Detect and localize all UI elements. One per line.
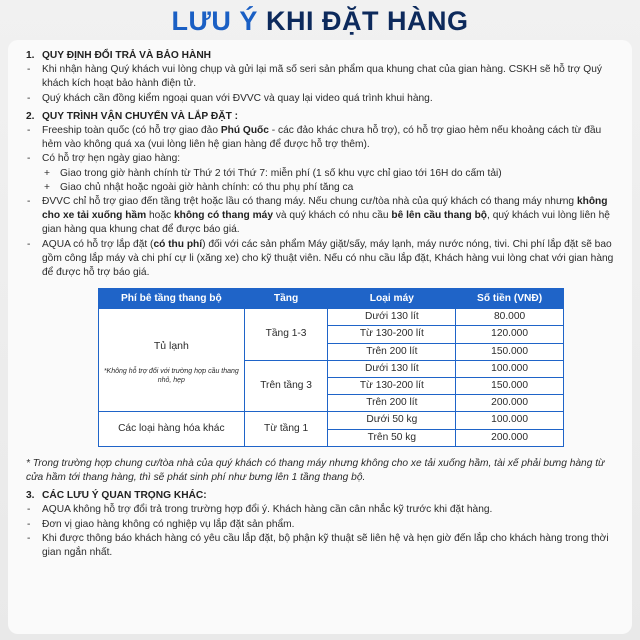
- section-2-bullet-3: [26, 195, 616, 238]
- column-header: Phí bê tầng thang bộ: [99, 289, 245, 309]
- section-1-title: QUY ĐỊNH ĐỔI TRẢ VÀ BẢO HÀNH: [42, 50, 212, 61]
- bold-text: bê lên cầu thang bộ: [391, 210, 488, 222]
- section-2-heading: [26, 110, 616, 124]
- type-cell: Dưới 130 lít: [328, 360, 456, 377]
- stair-fee-table: [98, 288, 564, 447]
- price-cell: 120.000: [456, 326, 564, 343]
- text: - các đảo khác chưa hỗ trợ), có hỗ trợ giao hẻm nếu khoảng cách từ đầu hẻm vào không quá xa (vui lòng liên hệ gian hàng để được hỗ trợ thêm).: [42, 125, 602, 151]
- section-2-sub-bullet-2: + Giao chủ nhật hoặc ngoài giờ hành chính: có thu phụ phí tăng ca: [26, 181, 616, 195]
- bold-text: Phú Quốc: [220, 125, 269, 137]
- type-cell: Từ 130-200 lít: [328, 378, 456, 395]
- floor-cell: Tầng 1-3: [244, 309, 328, 361]
- column-header: Tầng: [244, 289, 328, 309]
- price-cell: 100.000: [456, 360, 564, 377]
- price-cell: 80.000: [456, 309, 564, 326]
- price-cell: 100.000: [456, 412, 564, 429]
- table-header-row: [99, 289, 564, 309]
- bold-text: không cho xe tải xuống hầm: [42, 196, 608, 222]
- section-3-title: CÁC LƯU Ý QUAN TRỌNG KHÁC:: [42, 490, 207, 502]
- type-cell: Trên 200 lít: [328, 395, 456, 412]
- section-2-bullet-2: - Có hỗ trợ hẹn ngày giao hàng:: [26, 152, 616, 166]
- text: Freeship toàn quốc (có hỗ trợ giao đảo: [42, 125, 221, 137]
- title-highlight: LƯU Ý: [171, 6, 258, 36]
- type-cell: Dưới 130 lít: [328, 309, 456, 326]
- section-1-number: 1.: [26, 50, 35, 61]
- category-cell: [99, 309, 245, 412]
- page-title: [0, 6, 640, 37]
- type-cell: Dưới 50 kg: [328, 412, 456, 429]
- text: ĐVVC chỉ hỗ trợ giao đến tầng trệt hoặc lầu có thang máy. Nếu chung cư/tòa nhà của quý khách có thang máy nhưng: [42, 196, 577, 208]
- section-2-bullet-1: [26, 124, 616, 152]
- section-3-heading: [26, 489, 616, 503]
- type-cell: Trên 50 kg: [328, 429, 456, 446]
- column-header: Số tiền (VNĐ): [456, 289, 564, 309]
- section-3-number: 3.: [26, 490, 35, 502]
- category-other: Các loại hàng hóa khác: [99, 412, 245, 446]
- section-2-number: 2.: [26, 110, 35, 122]
- price-cell: 200.000: [456, 395, 564, 412]
- text: ) đối với các sản phẩm Máy giặt/sấy, máy lạnh, máy nước nóng, tivi. Chi phí lắp đặt sẽ bao gồm công lắp máy và chi phí cự li (xăng xe) cho kỹ thuật viên. Nếu có nhu cầu lắp đặt, Khách hàng vui lòng chat với gian hàng để được hỗ trợ báo giá.: [42, 238, 614, 279]
- text: và quý khách có nhu cầu: [273, 210, 392, 222]
- category-note: *Không hỗ trợ đối với trường hợp cầu thang nhỏ, hẹp: [103, 368, 239, 385]
- price-cell: 200.000: [456, 429, 564, 446]
- bold-text: không có thang máy: [173, 210, 273, 222]
- table-row: [99, 412, 564, 429]
- notice-card: [8, 40, 632, 634]
- section-3-bullet-2: - Đơn vị giao hàng không có nghiệp vụ lắp đặt sản phẩm.: [26, 518, 616, 532]
- section-2-sub-bullet-1: + Giao trong giờ hành chính từ Thứ 2 tới Thứ 7: miễn phí (1 số khu vực chỉ giao tới 16H do cấm tải): [26, 167, 616, 181]
- column-header: Loại máy: [328, 289, 456, 309]
- section-1-bullet-1: - Khi nhận hàng Quý khách vui lòng chụp và gửi lại mã số seri sản phẩm qua khung chat của gian hàng. CSKH sẽ hỗ trợ Quý khách kích hoạt bảo hành điện tử.: [26, 63, 616, 91]
- text: hoặc: [146, 210, 174, 222]
- section-3-bullet-1: - AQUA không hỗ trợ đổi trả trong trường hợp đổi ý. Khách hàng cần cân nhắc kỹ trước khi đặt hàng.: [26, 503, 616, 517]
- text: , quý khách vui lòng liên hệ gian hàng qua khung chat để được báo giá.: [42, 210, 610, 236]
- floor-cell: Trên tầng 3: [244, 360, 328, 412]
- section-1-bullet-2: - Quý khách cần đồng kiểm ngoại quan với ĐVVC và quay lại video quá trình khui hàng.: [26, 92, 616, 106]
- section-1-heading: [26, 49, 616, 63]
- type-cell: Từ 130-200 lít: [328, 326, 456, 343]
- section-2-title: QUY TRÌNH VẬN CHUYỂN VÀ LẮP ĐẶT :: [42, 110, 239, 122]
- bold-text: có thu phí: [153, 238, 203, 250]
- category-fridge: Tủ lạnh: [153, 340, 189, 353]
- text: AQUA có hỗ trợ lắp đặt (: [42, 238, 154, 250]
- table-footnote: * Trong trường hợp chung cư/tòa nhà của quý khách có thang máy nhưng không cho xe tải xuống hầm, tài xế phải bưng hàng từ cửa hầm tới thang hàng, thì sẽ phát sinh phí như bưng lên 1 tầng thang bộ.: [26, 457, 605, 483]
- price-cell: 150.000: [456, 343, 564, 360]
- section-3-bullet-3: - Khi được thông báo khách hàng có yêu cầu lắp đặt, bộ phận kỹ thuật sẽ liên hệ và hẹn giờ đến lắp cho khách hàng trong thời gian ngắn nhất.: [26, 532, 616, 560]
- section-2-bullet-4: [26, 238, 616, 281]
- title-rest: KHI ĐẶT HÀNG: [265, 6, 469, 36]
- floor-cell: Từ tầng 1: [244, 412, 328, 446]
- table-row: [99, 309, 564, 326]
- price-cell: 150.000: [456, 378, 564, 395]
- type-cell: Trên 200 lít: [328, 343, 456, 360]
